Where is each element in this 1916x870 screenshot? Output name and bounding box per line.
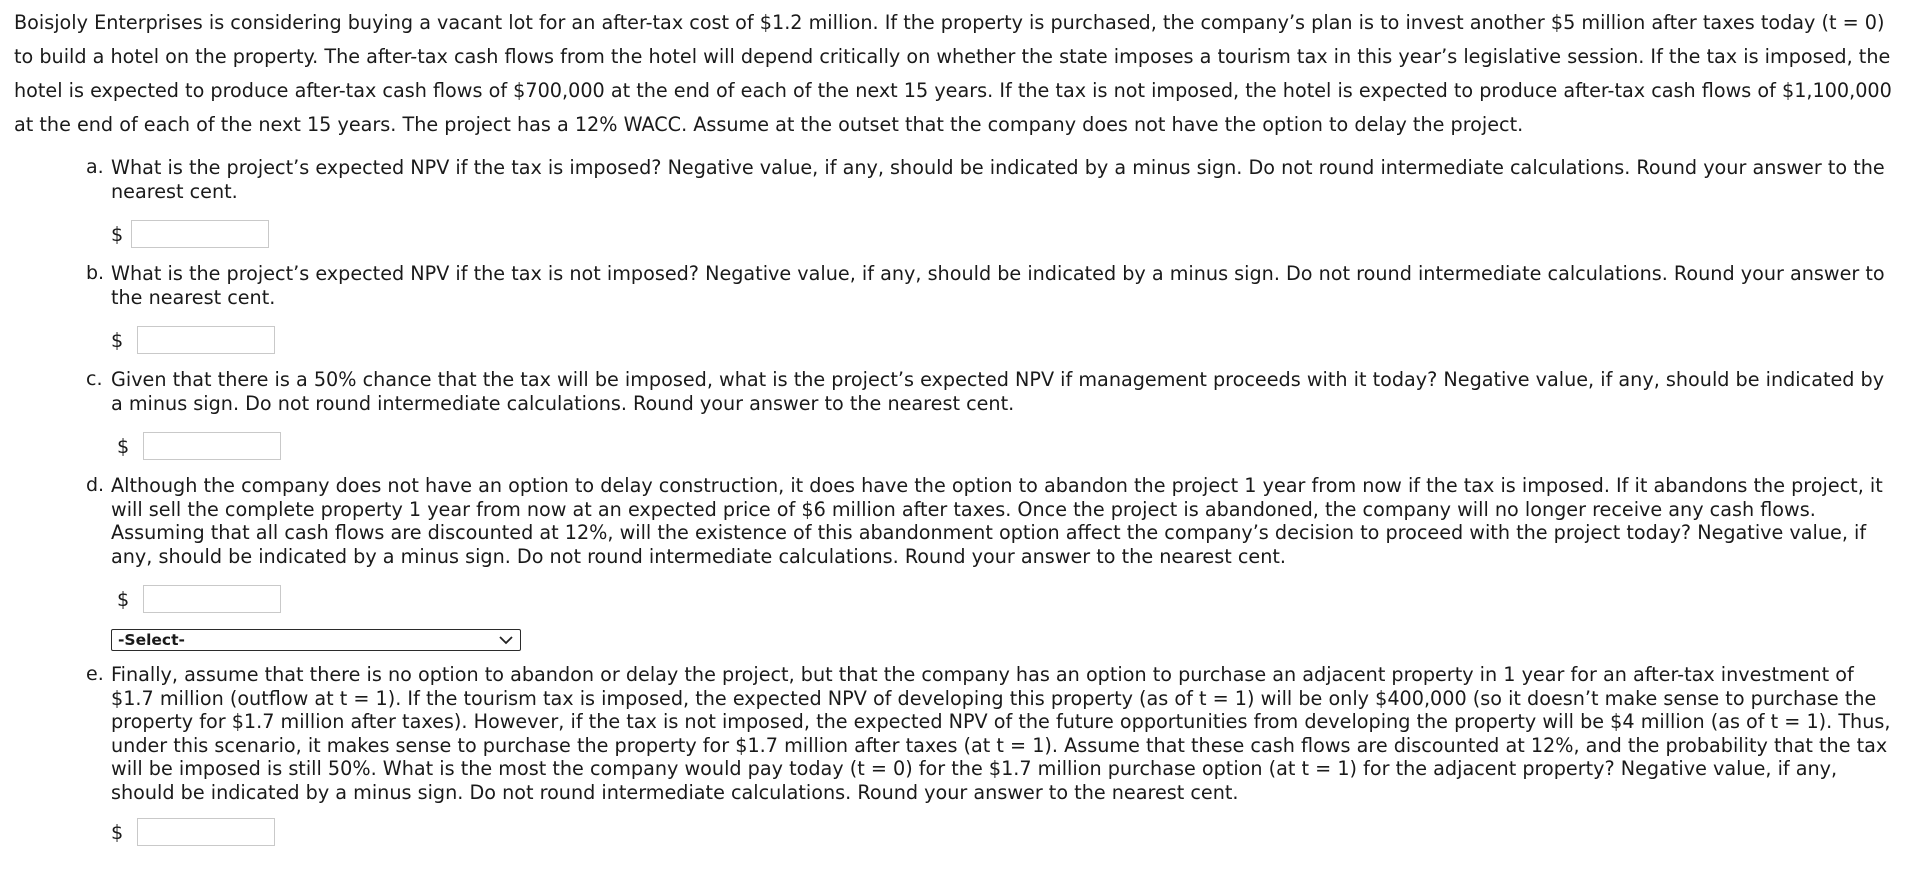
- question-a: [14, 156, 1902, 250]
- question-prompt: Finally, assume that there is no option to abandon or delay the project, but that the company has an option to purchase an adjacent property in 1 year for an after-tax investment of $1.7 million (outflow at t = 1). If the tourism tax is imposed, the expected NPV of developing this property (as of t = 1) will be only $400,000 (so it doesn’t make sense to purchase the property for $1.7 million after taxes). However, if the tax is not imposed, the expected NPV of the future opportunities from developing the property will be $4 million (as of t = 1). Thus, under this scenario, it makes sense to purchase the property for $1.7 million after taxes (at t = 1). Assume that these cash flows are discounted at 12%, and the probability that the tax will be imposed is still 50%. What is the most the company would pay today (t = 0) for the $1.7 million purchase option (at t = 1) for the adjacent property? Negative value, if any, should be indicated by a minus sign. Do not round intermediate calculations. Round your answer to the nearest cent.: [111, 663, 1891, 804]
- question-prompt: Although the company does not have an option to delay construction, it does have the option to abandon the project 1 year from now if the tax is imposed. If it abandons the project, it will sell the complete property 1 year from now at an expected price of $6 million after taxes. Once the project is abandoned, the company will no longer receive any cash flows. Assuming that all cash flows are discounted at 12%, will the existence of this abandonment option affect the company’s decision to proceed with the project today? Negative value, if any, should be indicated by a minus sign. Do not round intermediate calculations. Round your answer to the nearest cent.: [111, 474, 1883, 568]
- answer-row: [111, 324, 1894, 356]
- question-letter: e.: [86, 663, 104, 685]
- question-letter: b.: [86, 262, 105, 284]
- answer-row: [111, 816, 1894, 848]
- answer-input-e[interactable]: [137, 818, 275, 846]
- answer-row: [111, 430, 1894, 462]
- select-row: [111, 629, 1894, 655]
- currency-symbol: $: [111, 328, 124, 352]
- currency-symbol: $: [117, 434, 130, 458]
- question-c: [14, 368, 1902, 462]
- question-e: [14, 663, 1902, 848]
- question-prompt: Given that there is a 50% chance that the tax will be imposed, what is the project’s expected NPV if management proceeds with it today? Negative value, if any, should be indicated by a minus sign. Do not round intermediate calculations. Round your answer to the nearest cent.: [111, 368, 1885, 415]
- answer-input-c[interactable]: [143, 432, 281, 460]
- question-d: [14, 474, 1902, 655]
- question-prompt: What is the project’s expected NPV if the tax is not imposed? Negative value, if any, should be indicated by a minus sign. Do not round intermediate calculations. Round your answer to the nearest cent.: [111, 262, 1885, 309]
- answer-input-d[interactable]: [143, 585, 281, 613]
- question-letter: c.: [86, 368, 103, 390]
- answer-input-b[interactable]: [137, 326, 275, 354]
- answer-row: [111, 583, 1894, 615]
- chevron-down-icon: [498, 633, 514, 647]
- question-letter: d.: [86, 474, 105, 496]
- question-prompt: What is the project’s expected NPV if the tax is imposed? Negative value, if any, should be indicated by a minus sign. Do not round intermediate calculations. Round your answer to the nearest cent.: [111, 156, 1885, 203]
- question-b: [14, 262, 1902, 356]
- answer-row: [111, 218, 1894, 250]
- question-list: [14, 156, 1902, 848]
- currency-symbol: $: [117, 587, 130, 611]
- question-letter: a.: [86, 156, 104, 178]
- select-value: -Select-: [118, 631, 185, 649]
- problem-intro: Boisjoly Enterprises is considering buying a vacant lot for an after-tax cost of $1.2 million. If the property is purchased, the company’s plan is to invest another $5 million after taxes today (t = 0) to build a hotel on the property. The after-tax cash flows from the hotel will depend critically on whether the state imposes a tourism tax in this year’s legislative session. If the tax is imposed, the hotel is expected to produce after-tax cash flows of $700,000 at the end of each of the next 15 years. If the tax is not imposed, the hotel is expected to produce after-tax cash flows of $1,100,000 at the end of each of the next 15 years. The project has a 12% WACC. Assume at the outset that the company does not have the option to delay the project.: [14, 11, 1892, 136]
- currency-symbol: $: [111, 222, 124, 246]
- answer-input-a[interactable]: [131, 220, 269, 248]
- abandonment-option-select[interactable]: [111, 629, 521, 651]
- currency-symbol: $: [111, 820, 124, 844]
